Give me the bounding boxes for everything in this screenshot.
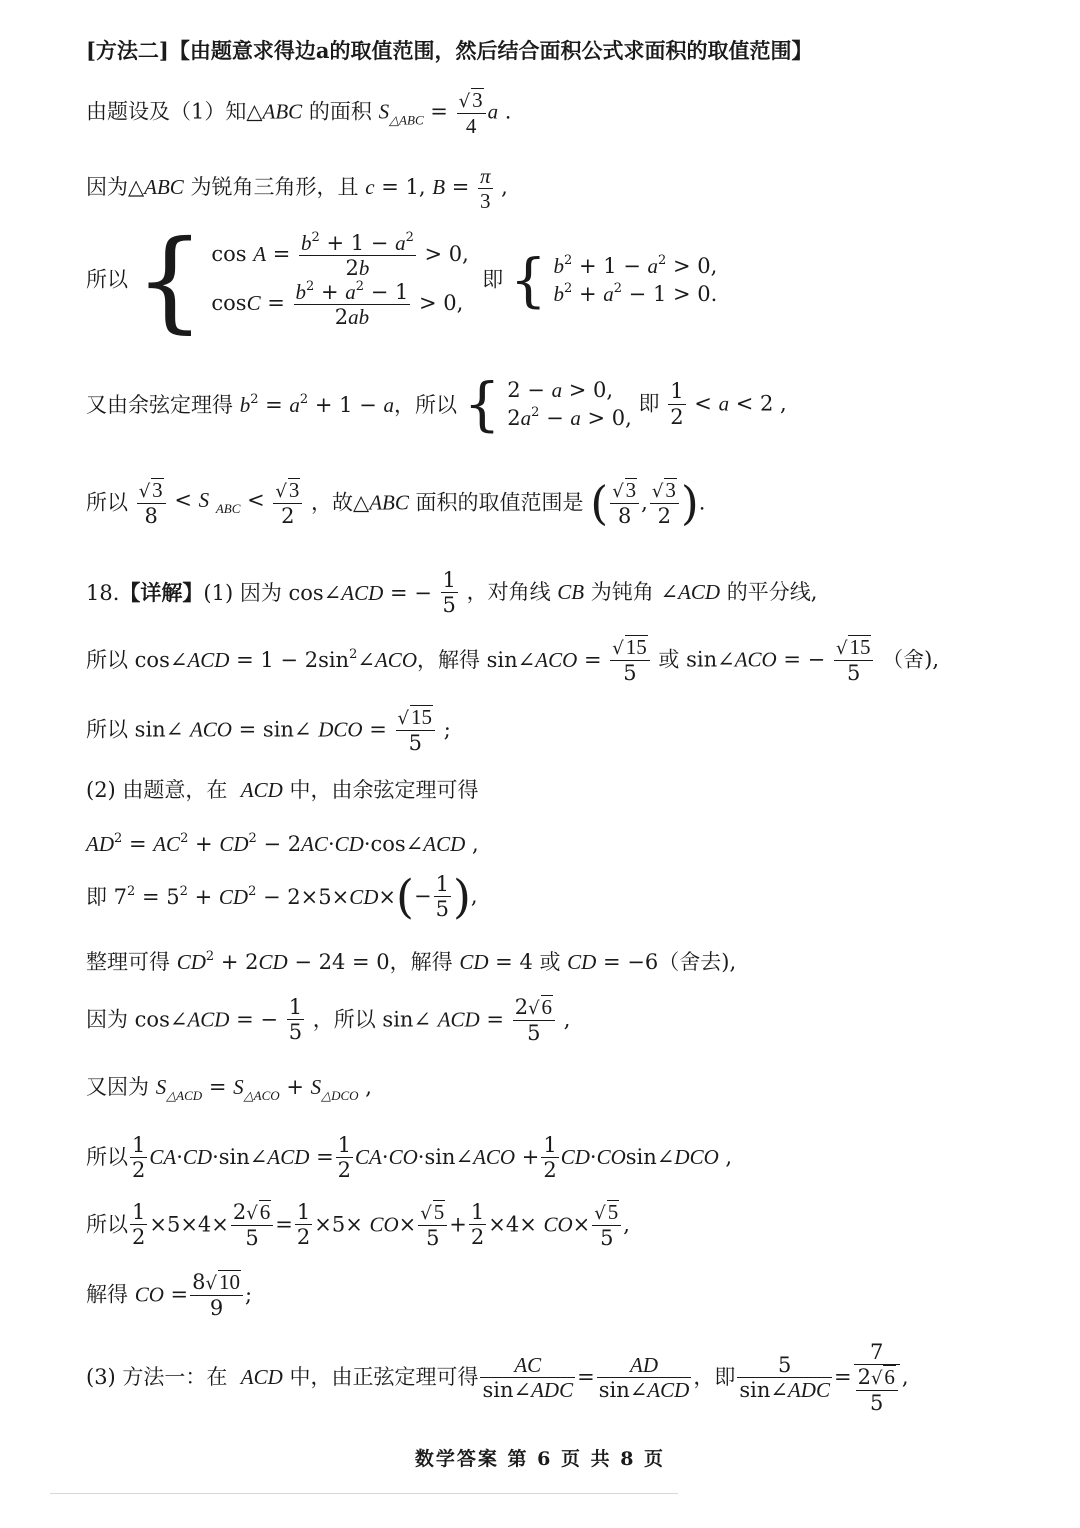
solution-line-17: 解得 CO = $\frac{8√10}{9}$ ; bbox=[86, 1270, 253, 1320]
method-two-heading bbox=[86, 40, 812, 61]
solution-line-7: 所以 cos∠ACD = $1 - 2\sin^2\angle ACO$，解得 sin∠ACO = $\frac{√15}{5}$ 或 sin∠ACO = − $\frac{√15}{5}$ （舍), bbox=[86, 635, 939, 685]
solution-line-12: 整理可得 $CD^2 + 2CD - 24 = 0$，解得 CD = 4 或 CD = −6（舍去), bbox=[86, 949, 737, 974]
solution-line-2: 因为△ABC 为锐角三角形，且 c = 1, B = $\frac{\pi}{3}$ , bbox=[86, 164, 508, 214]
solution-line-10: $AD^2 = AC^2 + CD^2$ − 2AC·CD·cos∠ACD , bbox=[86, 831, 479, 856]
page-footer: 数学答案 第 6 页 共 8 页 bbox=[414, 1448, 666, 1470]
solution-line-15: 所以 $\frac{1}{2}$ CA·CD·sin∠ACD = $\frac{1}{2}$ CA·CO·sin∠ACO + $\frac{1}{2}$ CD·COsin∠DCO , bbox=[86, 1133, 733, 1183]
solution-line-14: 又因为 $S_{\triangle ACD} = S_{\triangle ACO} + S_{\triangle DCO}$ , bbox=[86, 1075, 372, 1103]
bottom-divider bbox=[50, 1493, 678, 1494]
method-label: [方法二] bbox=[86, 38, 169, 63]
solution-line-9: (2) 由题意，在 ACD 中，由余弦定理可得 bbox=[86, 778, 479, 802]
solution-line-4: 又由余弦定理得 $b^2 = a^2 + 1 - a$，所以 { 2 − a > 0, $2a^2 - a > 0$, 即 $\frac{1}{2}$ < a < 2 , bbox=[86, 370, 787, 438]
solution-line-1: 由题设及（1）知△ABC 的面积 $S_{\triangle ABC}$ = $\frac{√3}{4}$ a . bbox=[86, 88, 512, 138]
solution-line-13: 因为 cos∠ACD = − $\frac{1}{5}$ ，所以 sin∠ ACD = $\frac{2√6}{5}$ , bbox=[86, 995, 571, 1045]
solution-line-11: 即 $7^2 = 5^2 + CD^2 - 2\times 5\times CD\times(-$ $\frac{1}{5}$ ), bbox=[86, 869, 478, 924]
solution-line-16: 所以 $\frac{1}{2}$ ×5×4× $\frac{2√6}{5}$ = $\frac{1}{2}$ ×5× CO× $\frac{√5}{5}$ + $\frac{1}{2}$ ×4× CO× $\frac{√5}{5}$ , bbox=[86, 1200, 630, 1250]
solution-line-18: (3) 方法一：在 ACD 中，由正弦定理可得 $\frac{AC}{\text{sin∠ADC}}$ = $\frac{AD}{\text{sin∠ACD}}$ ，即 $\frac{5}{\text{sin∠ADC}}$ = $\frac{7}{\frac{2√6}{5}}$ , bbox=[86, 1340, 909, 1415]
solution-line-6: 18.【详解】(1) 因为 cos∠ACD = − $\frac{1}{5}$ ，对角线 CB 为钝角 ∠ACD 的平分线, bbox=[86, 568, 818, 618]
solution-line-8: 所以 sin∠ ACO = sin∠ DCO = $\frac{√15}{5}$ ; bbox=[86, 705, 451, 755]
solution-line-3: 所以 { cos A = $\frac{b^2 + 1 - a^2}{2b}$ > 0, cosC = $\frac{b^2 + a^2 - 1}{2ab}$ > 0, 即 { $b^2 + 1 - a^2 > 0$, $b^2 + a^2 - 1 > 0$. bbox=[86, 216, 718, 344]
solution-line-5: 所以 $\frac{√3}{8}$ < S $_{ABC}$ < $\frac{√3}{2}$ ，故△ABC 面积的取值范围是 ( $\frac{√3}{8}$ , $\frac{√3}{2}$ ). bbox=[86, 475, 706, 530]
method-title: 【由题意求得边a的取值范围，然后结合面积公式求面积的取值范围】 bbox=[168, 38, 813, 63]
